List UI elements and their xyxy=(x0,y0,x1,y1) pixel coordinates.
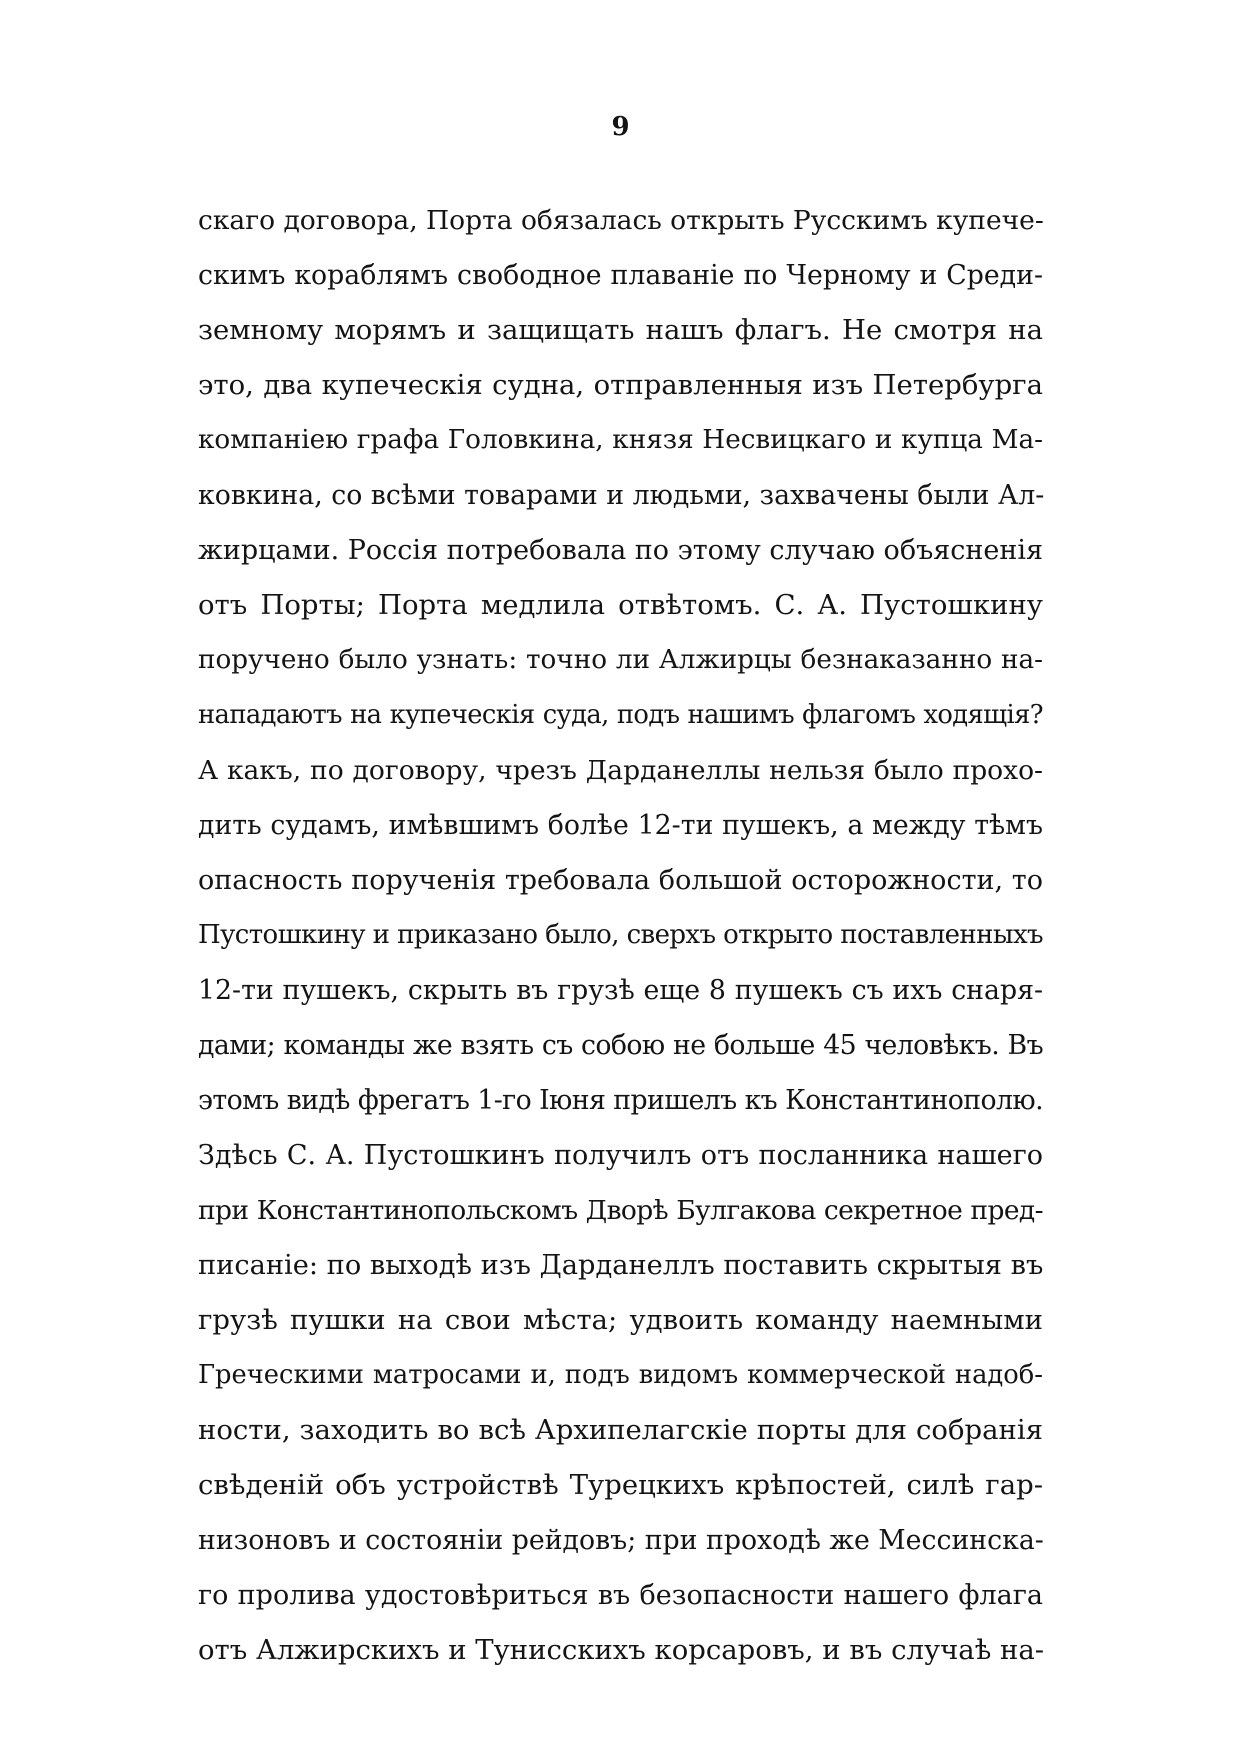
page-number: 9 xyxy=(611,112,630,142)
text-line: поручено было узнать: точно ли Алжирцы безнаказанно на- xyxy=(198,645,1043,675)
text-line: Пустошкину и приказано было, сверхъ открыто поставленныхъ xyxy=(198,920,1043,950)
text-line: Греческими матросами и, подъ видомъ коммерческой надоб- xyxy=(198,1360,1043,1390)
text-line: скимъ кораблямъ свободное плаваніе по Черному и Среди- xyxy=(198,260,1043,291)
text-line: 12-ти пушекъ, скрыть въ грузѣ еще 8 пушекъ съ ихъ снаря- xyxy=(198,975,1043,1006)
text-line: земному морямъ и защищать нашъ флагъ. Не смотря на xyxy=(198,314,1043,346)
text-line: низоновъ и состояніи рейдовъ; при проходѣ же Мессинска- xyxy=(198,1525,1044,1556)
text-line: дить судамъ, имѣвшимъ болѣе 12-ти пушекъ, а между тѣмъ xyxy=(198,810,1043,841)
text-line: ности, заходить во всѣ Архипелагскіе порты для собранія xyxy=(198,1414,1043,1446)
text-line: писаніе: по выходѣ изъ Дарданеллъ поставить скрытыя въ xyxy=(198,1250,1044,1281)
text-line: дами; команды же взять съ собою не больше 45 человѣкъ. Въ xyxy=(198,1030,1043,1061)
text-line: скаго договора, Порта обязалась открыть Русскимъ купече- xyxy=(198,205,1044,236)
text-line: А какъ, по договору, чрезъ Дарданеллы нельзя было прохо- xyxy=(198,755,1043,786)
text-line: это, два купеческія судна, отправленныя изъ Петербурга xyxy=(198,369,1043,401)
text-line: при Константинопольскомъ Дворѣ Булгакова секретное пред- xyxy=(198,1195,1043,1226)
text-line: отъ Порты; Порта медлила отвѣтомъ. С. А. Пустошкину xyxy=(198,589,1043,621)
text-line: свѣденій объ устройствѣ Турецкихъ крѣпостей, силѣ гар- xyxy=(198,1469,1043,1501)
text-line: отъ Алжирскихъ и Тунисскихъ корсаровъ, и въ случаѣ на- xyxy=(198,1634,1045,1666)
body-text xyxy=(198,193,1043,1678)
text-line: Здѣсь С. А. Пустошкинъ получилъ отъ посланника нашего xyxy=(198,1140,1043,1171)
text-line: этомъ видѣ фрегатъ 1-го Іюня пришелъ къ Константинополю. xyxy=(198,1085,1043,1116)
text-line: жирцами. Россія потребовала по этому случаю объясненія xyxy=(198,535,1044,566)
text-line: нападаютъ на купеческія суда, подъ нашимъ флагомъ ходящія? xyxy=(198,700,1043,730)
text-line: ковкина, со всѣми товарами и людьми, захвачены были Ал- xyxy=(198,480,1045,511)
text-line: го пролива удостовѣриться въ безопасности нашего флага xyxy=(198,1580,1043,1611)
text-line: грузѣ пушки на свои мѣста; удвоить команду наемными xyxy=(198,1304,1043,1336)
text-line: опасность порученія требовала большой осторожности, то xyxy=(198,865,1043,896)
text-line: компаніею графа Головкина, князя Несвицкаго и купца Ма- xyxy=(198,425,1043,455)
